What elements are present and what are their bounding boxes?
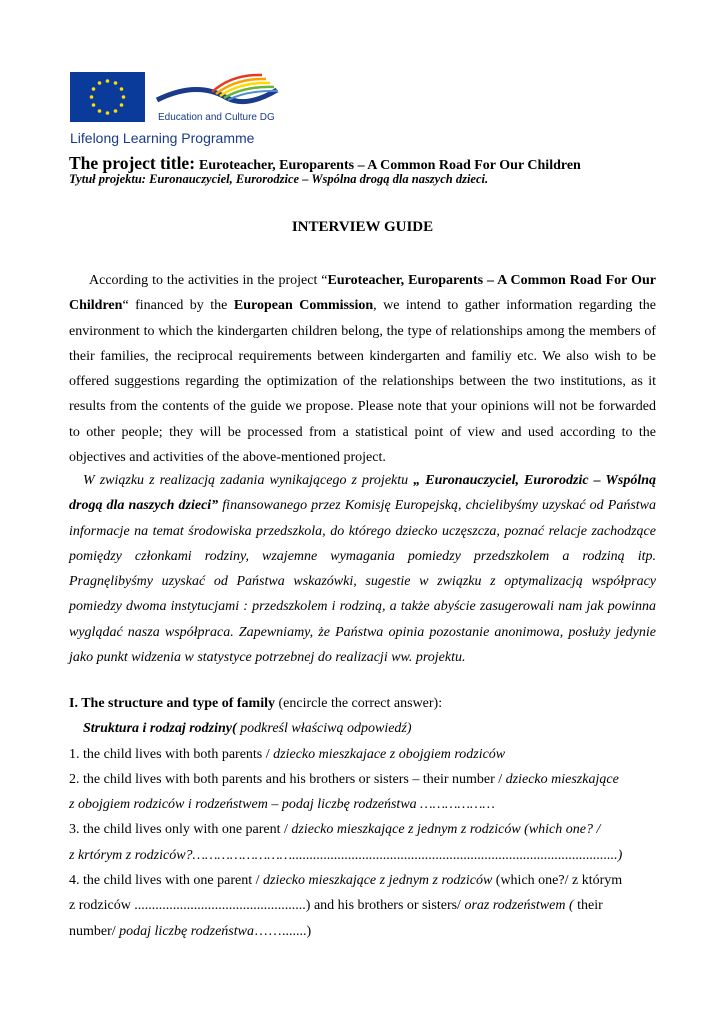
- option-3: 3. the child lives only with one parent / dziecko mieszkające z jednym z rodziców (which one? /: [69, 822, 601, 837]
- page-heading: INTERVIEW GUIDE: [291, 219, 434, 235]
- project-title: [69, 153, 581, 174]
- lifelong-learning-swoosh-logo: [152, 70, 282, 110]
- option-2: 2. the child lives with both parents and his brothers or sisters – their number / dziecko mieszkające: [69, 772, 619, 787]
- project-title-lead: The project title:: [69, 153, 196, 173]
- project-title-name: Euroteacher, Europarents – A Common Road For Our Children: [199, 158, 581, 173]
- option-4-line2: z rodziców .................................................) and his brothers or sisters/ oraz rodzeństwem ( their: [69, 898, 603, 913]
- intro-paragraph-polish: W związku z realizacją zadania wynikającego z projektu „ Euronauczyciel, Eurorodzic – Wspólną drogą dla naszych dzieci” finansowanego przez Komisję Europejską, chcielibyśmy uzyskać od Państwa informacje na temat środowiska przedszkola, do którego dziecko uczęszcza, poznać relacje zachodzące pomiędzy członkami rodziny, wzajemne wymagania pomiedzy przedszkolem a rodziną itp. Pragnęlibyśmy uzyskać od Państwa wskazówki, sugestie w związku z optymalizacją współpracy pomiedzy dwoma instytucjami : przedszkolem i rodziną, a także abyście zasugerowali nam jak powinna wyglądać nasza współpraca. Zapewniamy, że Państwa opinia pozostanie anonimowa, posłuży jedynie jako punkt widzenia w statystyce potrzebnej do realizacji ww. projektu.: [69, 473, 656, 666]
- logo-block: [70, 70, 290, 150]
- option-2-line2: z obojgiem rodziców i rodzeństwem – podaj liczbę rodzeństwa ………………: [69, 797, 495, 812]
- option-4: 4. the child lives with one parent / dziecko mieszkające z jednym z rodziców (which one?/ z którym: [69, 873, 623, 888]
- dg-label: Education and Culture DG: [158, 112, 275, 123]
- option-3-line2: z krtórym z rodziców?…………………….............................................................................................): [69, 848, 623, 863]
- section-heading-polish: Struktura i rodzaj rodziny( podkreśl właściwą odpowiedź): [83, 721, 412, 736]
- programme-label: Lifelong Learning Programme: [70, 130, 255, 146]
- section-heading: I. The structure and type of family (encircle the correct answer):: [69, 696, 443, 711]
- option-1: 1. the child lives with both parents / dziecko mieszkajace z obojgiem rodziców: [69, 747, 506, 762]
- option-4-line3: number/ podaj liczbę rodzeństwa…….......): [69, 924, 312, 939]
- intro-paragraph-english: According to the activities in the project “Euroteacher, Europarents – A Common Road For Our Children“ financed by the European Commission, we intend to gather information regarding the environment to which the kindergarten children belong, the type of relationships among the members of their families, the reciprocal requirements between kindergarten and familiy etc. We also wish to be offered suggestions regarding the optimization of the relationships between the two institutions, as it results from the contents of the guide we propose. Please note that your opinions will not be forwarded to other people; they will be processed from a statistical point of view and used according to the objectives and activities of the above-mentioned project.: [69, 273, 656, 466]
- project-title-polish: Tytuł projektu: Euronauczyciel, Eurorodzice – Wspólna drogą dla naszych dzieci.: [69, 172, 489, 186]
- eu-flag-logo: [70, 72, 145, 122]
